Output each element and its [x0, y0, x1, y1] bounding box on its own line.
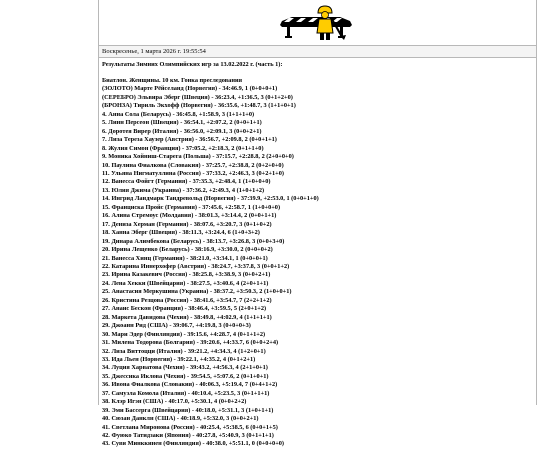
- result-line: 28. Маркета Давидова (Чехия) - 38:49.8, +4:02.9, 4 (1+1+1+1): [102, 313, 272, 321]
- result-line: (ЗОЛОТО) Марте Рёйселанд (Норвегия) - 34:46.9, 1 (0+0+0+1): [102, 85, 278, 93]
- result-line: 39. Эми Бассерга (Швейцария) - 40:18.0, +5:31.1, 3 (1+0+1+1): [102, 406, 274, 414]
- result-line: 41. Светлана Миронова (Россия) - 40:25.4, +5:38.5, 6 (0+0+1+5): [102, 423, 278, 431]
- result-line: 36. Ивона Фиалкова (Словакия) - 40:06.3, +5:19.4, 7 (0+4+1+2): [102, 381, 278, 389]
- result-line: 12. Ванесса Фойгт (Германия) - 37:35.3, +2:48.4, 1 (1+0+0+0): [102, 178, 271, 186]
- result-line: 43. Суви Минккинен (Финляндия) - 40:38.0, +5:51.1, 0 (0+0+0+0): [102, 440, 285, 448]
- result-line: 7. Лиза Тереза Хаузер (Австрия) - 36:56.7, +2:09.8, 2 (0+0+1+1): [102, 136, 277, 144]
- result-line: 20. Ирина Лещенко (Беларусь) - 38:16.9, +3:30.0, 2 (0+0+0+2): [102, 246, 273, 254]
- result-line: (СЕРЕБРО) Эльвира Эберг (Швеция) - 36:23.4, +1:36.5, 3 (0+1+2+0): [102, 93, 293, 101]
- result-line: 34. Луция Харватова (Чехия) - 39:43.2, +4:56.3, 4 (2+1+0+1): [102, 364, 268, 372]
- result-line: 24. Лена Хекки (Швейцария) - 38:27.5, +3:40.6, 4 (2+0+1+1): [102, 279, 269, 287]
- result-line: 13. Юлия Джима (Украина) - 37:36.2, +2:49.3, 4 (1+0+1+2): [102, 186, 265, 194]
- result-line: 5. Линн Персеон (Швеция) - 36:54.1, +2:07.2, 2 (0+0+1+1): [102, 119, 262, 127]
- result-line: 30. Мари Эдер (Финляндия) - 39:15.6, +4:28.7, 4 (0+1+1+2): [102, 330, 266, 338]
- result-line: (БРОНЗА) Тириль Экхофф (Норвегия) - 36:35.6, +1:48.7, 3 (1+1+0+1): [102, 102, 296, 110]
- result-line: 29. Джоанн Рид (США) - 39:06.7, +4:19.8, 3 (0+0+0+3): [102, 322, 251, 330]
- result-line: 23. Ирина Казакевич (Россия) - 38:25.8, +3:38.9, 3 (0+0+2+1): [102, 271, 271, 279]
- result-line: 6. Доротея Вирер (Италия) - 36:56.0, +2:09.1, 3 (0+0+2+1): [102, 127, 262, 135]
- post-date: Воскресенье, 1 марта 2026 г. 19:55:54: [99, 45, 536, 58]
- result-line: 27. Анаис Бескон (Франция) - 38:46.4, +3:59.5, 5 (2+0+1+2): [102, 305, 267, 313]
- result-line: 35. Джессика Иклова (Чехия) - 39:54.5, +5:07.6, 2 (0+1+0+1): [102, 372, 269, 380]
- result-line: 4. Анна Сола (Беларусь) - 36:45.8, +1:58.9, 3 (1+1+1+0): [102, 110, 255, 118]
- result-line: 38. Клэр Игэн (США) - 40:17.0, +5:30.1, 4 (0+0+2+2): [102, 398, 247, 406]
- header-banner: [98, 0, 537, 45]
- result-line: 8. Жулия Симон (Франция) - 37:05.2, +2:18.3, 2 (0+1+1+0): [102, 144, 264, 152]
- result-line: 14. Ингрид Ландмарк Тандревольд (Норвегия) - 37:39.9, +2:53.0, 1 (0+0+1+0): [102, 195, 319, 203]
- result-line: 40. Сюзан Данклн (США) - 40:18.9, +5:32.0, 3 (0+0+2+1): [102, 415, 259, 423]
- result-line: 21. Ванесса Хинц (Германия) - 38:21.0, +3:34.1, 1 (0+0+0+1): [102, 254, 268, 262]
- result-line: 10. Паулина Фиалкова (Словакия) - 37:25.7, +2:38.8, 2 (0+2+0+0): [102, 161, 284, 169]
- post-title: Результаты Зимних Олимпийских игр за 13.02.2022 г. (часть 1):: [102, 61, 283, 68]
- post-body: [99, 58, 536, 449]
- blog-post: [98, 45, 537, 448]
- result-line: 15. Франциска Пройс (Германия) - 37:45.6, +2:58.7, 1 (1+0+0+0): [102, 203, 281, 211]
- result-line: 17. Дениза Херман (Германия) - 38:07.6, +3:20.7, 3 (0+1+0+2): [102, 220, 272, 228]
- result-line: 25. Анастасия Меркушина (Украина) - 38:37.2, +3:50.3, 2 (1+0+0+1): [102, 288, 292, 296]
- result-line: 16. Алина Стремоус (Молдавия) - 38:01.3, +3:14.4, 2 (0+0+1+1): [102, 212, 277, 220]
- event-heading: Биатлон. Женщины. 10 км. Гонка преследования: [102, 77, 242, 84]
- result-line: 11. Ульяна Нигматуллина (Россия) - 37:33.2, +2:46.3, 3 (0+2+1+0): [102, 169, 284, 177]
- result-line: 26. Кристина Резцова (Россия) - 38:41.6, +3:54.7, 7 (2+2+1+2): [102, 296, 272, 304]
- construction-worker-icon: [280, 3, 356, 43]
- result-line: 22. Катарина Иннерхофер (Австрия) - 38:24.7, +3:37.8, 3 (0+0+1+2): [102, 262, 290, 270]
- result-line: 42. Фуюко Татидзаки (Япония) - 40:27.8, +5:40.9, 3 (0+1+1+1): [102, 432, 274, 440]
- result-line: 37. Самуэла Комола (Италия) - 40:10.4, +5:23.5, 3 (0+1+1+1): [102, 389, 270, 397]
- result-line: 19. Динара Алимбекова (Беларусь) - 38:13.7, +3:26.8, 3 (0+0+3+0): [102, 237, 285, 245]
- result-line: 18. Ханна Эберг (Швеция) - 38:11.3, +3:24.4, 6 (1+0+3+2): [102, 229, 260, 237]
- result-line: 9. Моника Хойниш-Старега (Польша) - 37:15.7, +2:28.8, 2 (2+0+0+0): [102, 153, 294, 161]
- result-line: 31. Милена Тодорова (Болгария) - 39:20.6, +4:33.7, 6 (0+0+2+4): [102, 339, 279, 347]
- result-line: 33. Ида Льен (Норвегия) - 39:22.1, +4:35.2, 4 (0+1+2+1): [102, 355, 256, 363]
- result-line: 32. Лиза Виттоцци (Италия) - 39:21.2, +4:34.3, 4 (1+2+0+1): [102, 347, 266, 355]
- results-list: [102, 77, 533, 449]
